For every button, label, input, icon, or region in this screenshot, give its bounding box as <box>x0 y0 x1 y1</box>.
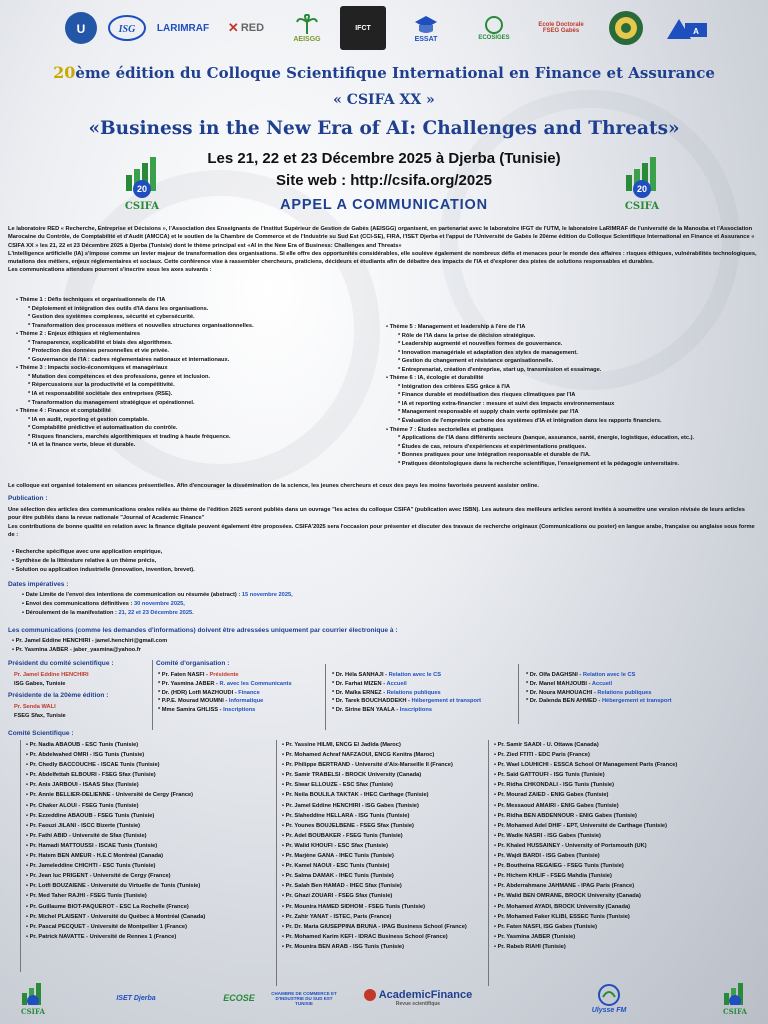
committee-member: • Pr. Marjène GANA - IHEC Tunis (Tunisie) <box>282 851 467 861</box>
organizer-item: * Mme Samira GHLISS - Inscriptions <box>158 707 256 714</box>
committee-member: • Pr. Jean luc PRIGENT - Université de Cergy (France) <box>26 871 205 881</box>
theme-subtopic: * IA et responsabilité sociétale des entreprises (RSE). <box>28 391 173 398</box>
committee-member: • Pr. Faten NASFI, ISG Gabes (Tunisie) <box>494 922 677 932</box>
theme-title: • Thème 5 : Management et leadership à l'ère de l'IA <box>386 324 526 330</box>
ifct-logo: IFCT <box>340 6 386 50</box>
csifa-bars-icon <box>622 155 662 199</box>
utm-logo <box>60 6 102 50</box>
committee-member: • Pr. Boutheina REGAIEG - FSEG Tunis (Tunisie) <box>494 861 677 871</box>
committee-member: • Pr. Neila BOULILA TAKTAK - IHEC Carthage (Tunisie) <box>282 790 467 800</box>
theme-subtopic: * Entreprenariat, création d'entreprise, start up, transmission et essaimage. <box>398 366 602 373</box>
theme-title: • Thème 6 : IA, écologie et durabilité <box>386 375 484 382</box>
committee-member: • Pr. Younes BOUJELBENE - FSEG Sfax (Tunisie) <box>282 821 467 831</box>
csifa-logo-left: 20 CSIFA <box>112 155 172 213</box>
contact-list <box>12 637 512 655</box>
theme-subtopic: * IA et la finance verte, bleue et durable. <box>28 442 136 449</box>
theme-subtopic: * Protection des données personnelles et vie privée. <box>28 348 169 355</box>
theme-subtopic: * Intégration des critères ESG grâce à l'IA <box>398 383 510 390</box>
red-mark-icon: ✕ <box>227 20 239 35</box>
committee-member: • Pr. Chaker ALOUI - FSEG Tunis (Tunisie) <box>26 801 205 811</box>
organizing-column-2 <box>332 671 481 715</box>
organizer-item: * Dr. Héla SANHAJI - Relation avec le CS <box>332 672 442 678</box>
committee-member: • Pr. Mounira BEN ARAB - ISG Tunis (Tunisie) <box>282 942 467 952</box>
deadline-item: • Déroulement de la manifestation : 21, 22 et 23 Décembre 2025. <box>22 609 522 618</box>
footer-academic-finance-logo: AcademicFinance Revue scientifique <box>352 978 484 1018</box>
organizer-item: * P.P.E. Mourad MOUMNI - Informatique <box>158 698 264 705</box>
organizer-item: * Dr. Farhat MIZEN - Accueil <box>332 680 407 687</box>
theme-subtopic: * Leadership augmenté et nouvelles formes de gouvernance. <box>398 341 563 348</box>
committee-member: • Pr. Samir SAADI - U. Ottawa (Canada) <box>494 740 677 750</box>
themes-left-column <box>16 296 356 450</box>
committee-member: • Pr. Hamadi MATTOUSSI - ISCAE Tunis (Tunisie) <box>26 841 205 851</box>
committee-member: • Pr. Slaheddine HELLARA - ISG Tunis (Tunisie) <box>282 811 467 821</box>
contact-email[interactable]: • Pr. Jamel Eddine HENCHIRI - jamel.henchiri@gmail.com <box>12 637 512 646</box>
organizer-item: * Pr. Yasmina JABER - R. avec les Communicants <box>158 680 292 687</box>
svg-text:A: A <box>693 27 699 36</box>
committee-member: • Pr. Mohamed Karim KEFI - IDRAC Business School (France) <box>282 932 467 942</box>
committee-member: • Pr. Walid BEN OMRANE, BROCK University (Canada) <box>494 891 677 901</box>
larimraf-logo: LARIMRAF <box>156 22 210 34</box>
theme-subtopic: * Comptabilité prédictive et automatisation du contrôle. <box>28 425 178 432</box>
website-link[interactable]: Site web : http://csifa.org/2025 <box>276 172 492 189</box>
amcca-logo <box>664 6 710 50</box>
committee-member: • Pr. Ridha BEN ABDENNOUR - ENIG Gabes (Tunisie) <box>494 811 677 821</box>
committee-member: • Pr. Mohamed AYADI, BROCK University (Canada) <box>494 902 677 912</box>
divider <box>152 660 153 730</box>
committee-member: • Pr. Fathi ABID - Université de Sfax (Tunisie) <box>26 831 205 841</box>
theme-subtopic: * Applications de l'IA dans différents secteurs (banque, assurance, santé, énergie, logistique, éducation, etc.). <box>398 435 695 442</box>
organizer-item: * Dr. Sirine BEN YAALA - Inscriptions <box>332 707 432 714</box>
committee-member: • Pr. Jamel Eddine HENCHIRI - ISG Gabes (Tunisie) <box>282 801 467 811</box>
organizer-item: * Pr. Faten NASFI - Présidente <box>158 672 239 678</box>
organizing-heading: Comité d'organisation : <box>156 660 230 667</box>
committee-member: • Pr. Yassine HILMI, ENCG El Jadida (Maroc) <box>282 740 467 750</box>
committee-member: • Pr. Dr. Maria GIUSEPPINA BRUNA - IPAG Business School (France) <box>282 922 467 932</box>
publication-text: Une sélection des articles des communications orales reliés au thème de l'édition 2025 seront publiés dans un ouvrage "les actes du colloque CSIFA" (publication avec ISBN). Les auteurs des meilleurs articles seront invités à soumettre une version révisée de leurs articles pour être publiés dans la revue nationale "Journal of Academic Finance" Les contributions de bonne qualité en relation avec la finance digitale peuvent également être proposées. CSIFA'2025 sera l'occasion pour présenter et discuter des travaux de recherche originaux (Communications ou poster) en langue arabe, française ou anglaise sous forme de : <box>8 507 755 538</box>
deadline-item: • Date Limite de l'envoi des intentions de communication ou résumée (abstract) : 15 novembre 2025, <box>22 591 522 600</box>
committee-member: • Pr. Zied FTITI - EDC Paris (France) <box>494 750 677 760</box>
theme-subtopic: * Études de cas, retours d'expériences et expérimentations pratiques. <box>398 443 587 450</box>
conference-theme: «Business in the New Era of AI: Challenges and Threats» <box>88 118 680 139</box>
theme-subtopic: * Management responsable et supply chain verte optimisée par l'IA <box>398 409 579 416</box>
theme-subtopic: * Transparence, explicabilité et biais des algorithmes. <box>28 339 173 346</box>
theme-subtopic: * Répercussions sur la productivité et la compétitivité. <box>28 382 175 389</box>
theme-title: • Thème 2 : Enjeux éthiques et réglementaires <box>16 331 140 338</box>
committee-member: • Pr. Walid KHOUFI - ESC Sfax (Tunisie) <box>282 841 467 851</box>
footer-cci-logo: CHAMBRE DE COMMERCE ET D'INDUSTRIE DU SUD EST TUNISIE <box>271 990 337 1006</box>
theme-subtopic: * Gestion du changement et résistance organisationnelle. <box>398 358 554 365</box>
committee-member: • Pr. Mounira HAMED SIDHOM - FSEG Tunis (Tunisie) <box>282 902 467 912</box>
committee-member: • Pr. Ezzeddine ABAOUB - FSEG Tunis (Tunisie) <box>26 811 205 821</box>
organizer-item: * Dr. (HDR) Lotfi MAZHOUDI - Finance <box>158 689 260 696</box>
footer-ulysse-logo: Ulysse FM <box>582 978 636 1018</box>
csifa-bars-icon <box>122 155 162 199</box>
theme-subtopic: * IA en audit, reporting et gestion comptable. <box>28 416 149 423</box>
theme-subtopic: * Transformation des processus métiers et nouvelles structures organisationnelles. <box>28 322 254 329</box>
organizing-column-1 <box>158 671 292 715</box>
essat-logo: ESSAT <box>404 6 448 50</box>
footer-iset-logo: ISET Djerba <box>116 994 156 1002</box>
svg-text:ISG: ISG <box>118 24 136 35</box>
themes-right-column <box>386 323 756 468</box>
edition-president-heading: Présidente de la 20ème édition : <box>8 692 109 699</box>
committee-member: • Pr. Jameleddine CHICHTI - ESC Tunis (Tunisie) <box>26 861 205 871</box>
introduction: Le laboratoire RED « Recherche, Entreprise et Décisions », l'Association des Enseignants de l'Institut Supérieur de Gestion de Gabès (AEISGG) organisent, en partenariat avec le laboratoire IFGT de l'UTM, le laboratoire LaRIMRAF de l'université de la Manouba et l'Association Marocaine du Contrôle, de Comptabilité et d'Audit (AMCCA) et le soutien de la Chambre de Commerce et de l'Industrie su Sud Est (CCI-SE), FIRA, l'ISET Djerba et l'appui de l'Université de Gabès le 20ème édition du Colloque Scientifique International en Finance et Assurance « CSIFA XX » les 21, 22 et 23 Décembre 2025 à Djerba (Tunisie) dont le thème principal est «AI in the New Era of Business: Challenges and Threats» L'intelligence artificielle (IA) s'impose comme un levier majeur de transformation des organisations. Si elle offre des opportunités considérables, elle soulève également de nombreux défis et menaces pour le monde des affaires : risques éthiques, vulnérabilités technologiques, mutations des métiers, enjeux réglementaires et sociaux. Cette conférence vise à rassembler chercheurs, praticiens, décideurs et étudiants afin de débattre des impacts de l'IA et d'explorer des pistes de solutions responsables et durables. Les communications attendues pourront s'inscrire sous les axes suivants : <box>8 226 757 274</box>
committee-member: • Pr. Wajdi BARDI - ISG Gabes (Tunisie) <box>494 851 677 861</box>
deadlines-heading: Dates impératives : <box>8 581 69 588</box>
theme-subtopic: * IA et reporting extra-financier : mesure et suivi des impacts environnementaux <box>398 400 615 407</box>
theme-subtopic: * Gouvernance de l'IA : cadres réglementaires nationaux et internationaux. <box>28 356 230 363</box>
committee-member: • Pr. Abdelfettah ELBOURI - FSEG Sfax (Tunisie) <box>26 770 205 780</box>
organizer-item: * Dr. Noura MAHOUACHI - Relations publiques <box>526 689 652 696</box>
committee-member: • Pr. Khaled HUSSAINEY - University of Portsmouth (UK) <box>494 841 677 851</box>
theme-subtopic: * Gestion des systèmes complexes, sécurité et cybersécurité. <box>28 314 195 321</box>
organizer-item: * Dr. Manel MAHJOUBI - Accueil <box>526 680 613 687</box>
list-item: • Recherche spécifique avec une application empirique, <box>12 548 512 557</box>
theme-title: • Thème 4 : Finance et comptabilité <box>16 408 111 415</box>
committee-member: • Pr. Guillaume BIOT-PAQUEROT - ESC La Rochelle (France) <box>26 902 205 912</box>
scientific-committee-heading: Comité Scientifique : <box>8 730 74 737</box>
committee-member: • Pr. Zahir YANAT - ISTEC, Paris (France) <box>282 912 467 922</box>
theme-subtopic: * Pratiques déontologiques dans la recherche scientifique, l'enseignement et la pédagogie universitaire. <box>398 460 680 467</box>
deadlines-list <box>22 591 522 617</box>
committee-member: • Pr. Mohamed Achraf NAFZAOUI, ENCG Kenitra (Maroc) <box>282 750 467 760</box>
theme-subtopic: * Transformation du management stratégique et opérationnel. <box>28 399 195 406</box>
scientific-president-heading: Président du comité scientifique : <box>8 660 114 667</box>
committee-member: • Pr. Anis JARBOUI - ISAAS Sfax (Tunisie) <box>26 780 205 790</box>
isg-logo <box>106 6 148 50</box>
footer-ecose-logo: ECOSE <box>223 993 255 1003</box>
svg-text:20: 20 <box>136 184 148 194</box>
theme-subtopic: * Rôle de l'IA dans la prise de décision stratégique. <box>398 332 536 339</box>
committee-member: • Pr. Philippe BERTRAND - Université d'Aix-Marseille II (France) <box>282 760 467 770</box>
committee-member: • Pr. Michel PLAISENT - Université du Québec à Montréal (Canada) <box>26 912 205 922</box>
committee-member: • Pr. Faouzi JILANI - ISCC Bizerte (Tunisie) <box>26 821 205 831</box>
call-for-papers-heading: APPEL A COMMUNICATION <box>280 197 488 213</box>
organizer-item: * Dr. Tarek BOUCHADDEKH - Hébergement et transport <box>332 698 482 705</box>
committee-member: • Pr. Yasmina JABER (Tunisie) <box>494 932 677 942</box>
svg-text:U: U <box>76 22 86 36</box>
committee-member: • Pr. Samir TRABELSI - BROCK University (Canada) <box>282 770 467 780</box>
committee-member: • Pr. Messaoud AMAIRI - ENIG Gabes (Tunisie) <box>494 801 677 811</box>
committee-member: • Pr. Ghazi ZOUARI - FSEG Sfax (Tunisie) <box>282 891 467 901</box>
universite-gabes-logo <box>606 6 646 50</box>
committee-member: • Pr. Mohamed Faker KLIBI, ESSEC Tunis (Tunisie) <box>494 912 677 922</box>
committee-member: • Pr. Lotfi BOUZAIENE - Université du Virtuelle de Tunis (Tunisie) <box>26 881 205 891</box>
ecole-doctorale-logo: Ecole Doctorale FSEG Gabès <box>538 22 584 34</box>
academic-finance-icon <box>364 989 376 1001</box>
edition-president: Pr. Senda WALI FSEG Sfax, Tunisie <box>14 704 66 719</box>
conference-acronym: « CSIFA XX » <box>333 92 435 108</box>
committee-member: • Pr. Kamel NAOUI - ESC Tunis (Tunisie) <box>282 861 467 871</box>
committee-member: • Pr. Abdelwahed OMRI - ISG Tunis (Tunisie) <box>26 750 205 760</box>
scientific-column-1 <box>26 740 205 942</box>
theme-subtopic: * Risques financiers, marchés algorithmiques et trading à haute fréquence. <box>28 433 231 440</box>
committee-member: • Pr. Nadia ABAOUB - ESC Tunis (Tunisie) <box>26 740 205 750</box>
publication-forms <box>12 548 512 574</box>
organizer-item: * Dr. Dalenda BEN AHMED - Hébergement et transport <box>526 698 672 705</box>
committee-member: • Pr. Patrick NAVATTE - Université de Rennes 1 (France) <box>26 932 205 942</box>
divider <box>325 664 326 730</box>
theme-subtopic: * Évaluation de l'empreinte carbone des systèmes d'IA et intégration dans les rapports financiers. <box>398 418 662 425</box>
theme-title: • Thème 3 : Impacts socio-économiques et managériaux <box>16 365 168 372</box>
colloque-note: Le colloque est organisé totalement en séances présentielles. Afin d'encourager la dissémination de la science, les jeunes chercheurs et ceux des pays les moins favorisés peuvent assister online. <box>8 483 539 489</box>
scientific-column-2 <box>282 740 467 952</box>
committee-member: • Pr. Abderrahmane JAHMANE - IPAG Paris (France) <box>494 881 677 891</box>
theme-subtopic: * Mutation des compétences et des professions, genre et inclusion. <box>28 373 211 380</box>
scientific-column-3 <box>494 740 677 952</box>
theme-subtopic: * Innovation managériale et adaptation des styles de management. <box>398 349 578 356</box>
theme-subtopic: * Finance durable et modélisation des risques climatiques par l'IA <box>398 392 576 399</box>
list-item: • Synthèse de la littérature relative à un thème précis, <box>12 557 512 566</box>
committee-member: • Pr. Wadie NASRI - ISG Gabes (Tunisie) <box>494 831 677 841</box>
committee-member: • Pr. Mourad ZAIED - ENIG Gabes (Tunisie) <box>494 790 677 800</box>
deadline-item: • Envoi des communications définitives : 30 novembre 2025, <box>22 600 522 609</box>
theme-subtopic: * Déploiement et intégration des outils d'IA dans les organisations. <box>28 305 209 312</box>
committee-member: • Pr. Rabeb RIAHI (Tunisie) <box>494 942 677 952</box>
organizing-column-3 <box>526 671 671 706</box>
divider <box>518 664 519 724</box>
ecosiges-logo: ECOSIGES <box>466 6 522 50</box>
committee-member: • Pr. Mohamed Adel DHIF - EPT, Université de Carthage (Tunisie) <box>494 821 677 831</box>
publication-heading: Publication : <box>8 495 48 502</box>
scientific-president: Pr. Jamel Eddine HENCHIRI ISG Gabes, Tunisie <box>14 672 89 687</box>
committee-member: • Pr. Hatem BEN AMEUR - H.E.C Montréal (Canada) <box>26 851 205 861</box>
committee-member: • Pr. Siwar ELLOUZE - ESC Sfax (Tunisie) <box>282 780 467 790</box>
committee-member: • Pr. Saïd GATTOUFI - ISG Tunis (Tunisie) <box>494 770 677 780</box>
footer-csifa-logo: CSIFA <box>6 978 60 1018</box>
divider <box>20 740 21 972</box>
red-logo: ✕ RED <box>227 20 265 35</box>
footer-csifa-logo-right: CSIFA <box>708 978 762 1018</box>
committee-member: • Pr. Salah Ben HAMAD - IHEC Sfax (Tunisie) <box>282 881 467 891</box>
list-item: • Solution ou application industrielle (innovation, invention, brevet). <box>12 566 512 575</box>
organizer-item: * Dr. Maïka ERNEZ - Relations publiques <box>332 689 441 696</box>
contact-heading: Les communications (comme les demandes d'informations) doivent être adressées uniquement par courrier électronique à : <box>8 627 398 634</box>
organizer-item: * Dr. Olfa DAGHSNI - Relation avec le CS <box>526 672 636 678</box>
committee-member: • Pr. Adel BOUBAKER - FSEG Tunis (Tunisie) <box>282 831 467 841</box>
committee-member: • Pr. Chedly BACCOUCHE - ISCAE Tunis (Tunisie) <box>26 760 205 770</box>
theme-title: • Thème 1 : Défis techniques et organisationnels de l'IA <box>16 297 166 303</box>
theme-subtopic: * Bonnes pratiques pour une intégration responsable et durable de l'IA. <box>398 452 591 459</box>
theme-title: • Thème 7 : Études sectorielles et pratiques <box>386 426 504 433</box>
partner-logos <box>0 6 768 50</box>
committee-member: • Pr. Pascal PECQUET - Université de Montpellier 1 (France) <box>26 922 205 932</box>
svg-text:20: 20 <box>636 184 648 194</box>
edition-title: 20ème édition du Colloque Scientifique International en Finance et Assurance <box>53 63 715 82</box>
contact-email[interactable]: • Pr. Yasmina JABER - jaber_yasmina@yahoo.fr <box>12 646 512 655</box>
divider <box>488 740 489 986</box>
committee-member: • Pr. Hichem KHLIF - FSEG Mahdia (Tunisie) <box>494 871 677 881</box>
committee-member: • Pr. Salma DAMAK - IHEC Tunis (Tunisie) <box>282 871 467 881</box>
divider <box>276 740 277 986</box>
aeisgg-logo: AEISGG <box>280 6 334 50</box>
committee-member: • Pr. Ridha CHKONDALI - ISG Tunis (Tunisie) <box>494 780 677 790</box>
csifa-logo-right: 20 CSIFA <box>612 155 672 213</box>
committee-member: • Pr. Med Taher RAJHI - FSEG Tunis (Tunisie) <box>26 891 205 901</box>
committee-member: • Pr. Wael LOUHICHI - ESSCA School Of Management Paris (France) <box>494 760 677 770</box>
conference-dates: Les 21, 22 et 23 Décembre 2025 à Djerba (Tunisie) <box>207 150 561 167</box>
committee-member: • Pr. Annie BELLIER-DELIENNE - Université de Cergy (France) <box>26 790 205 800</box>
